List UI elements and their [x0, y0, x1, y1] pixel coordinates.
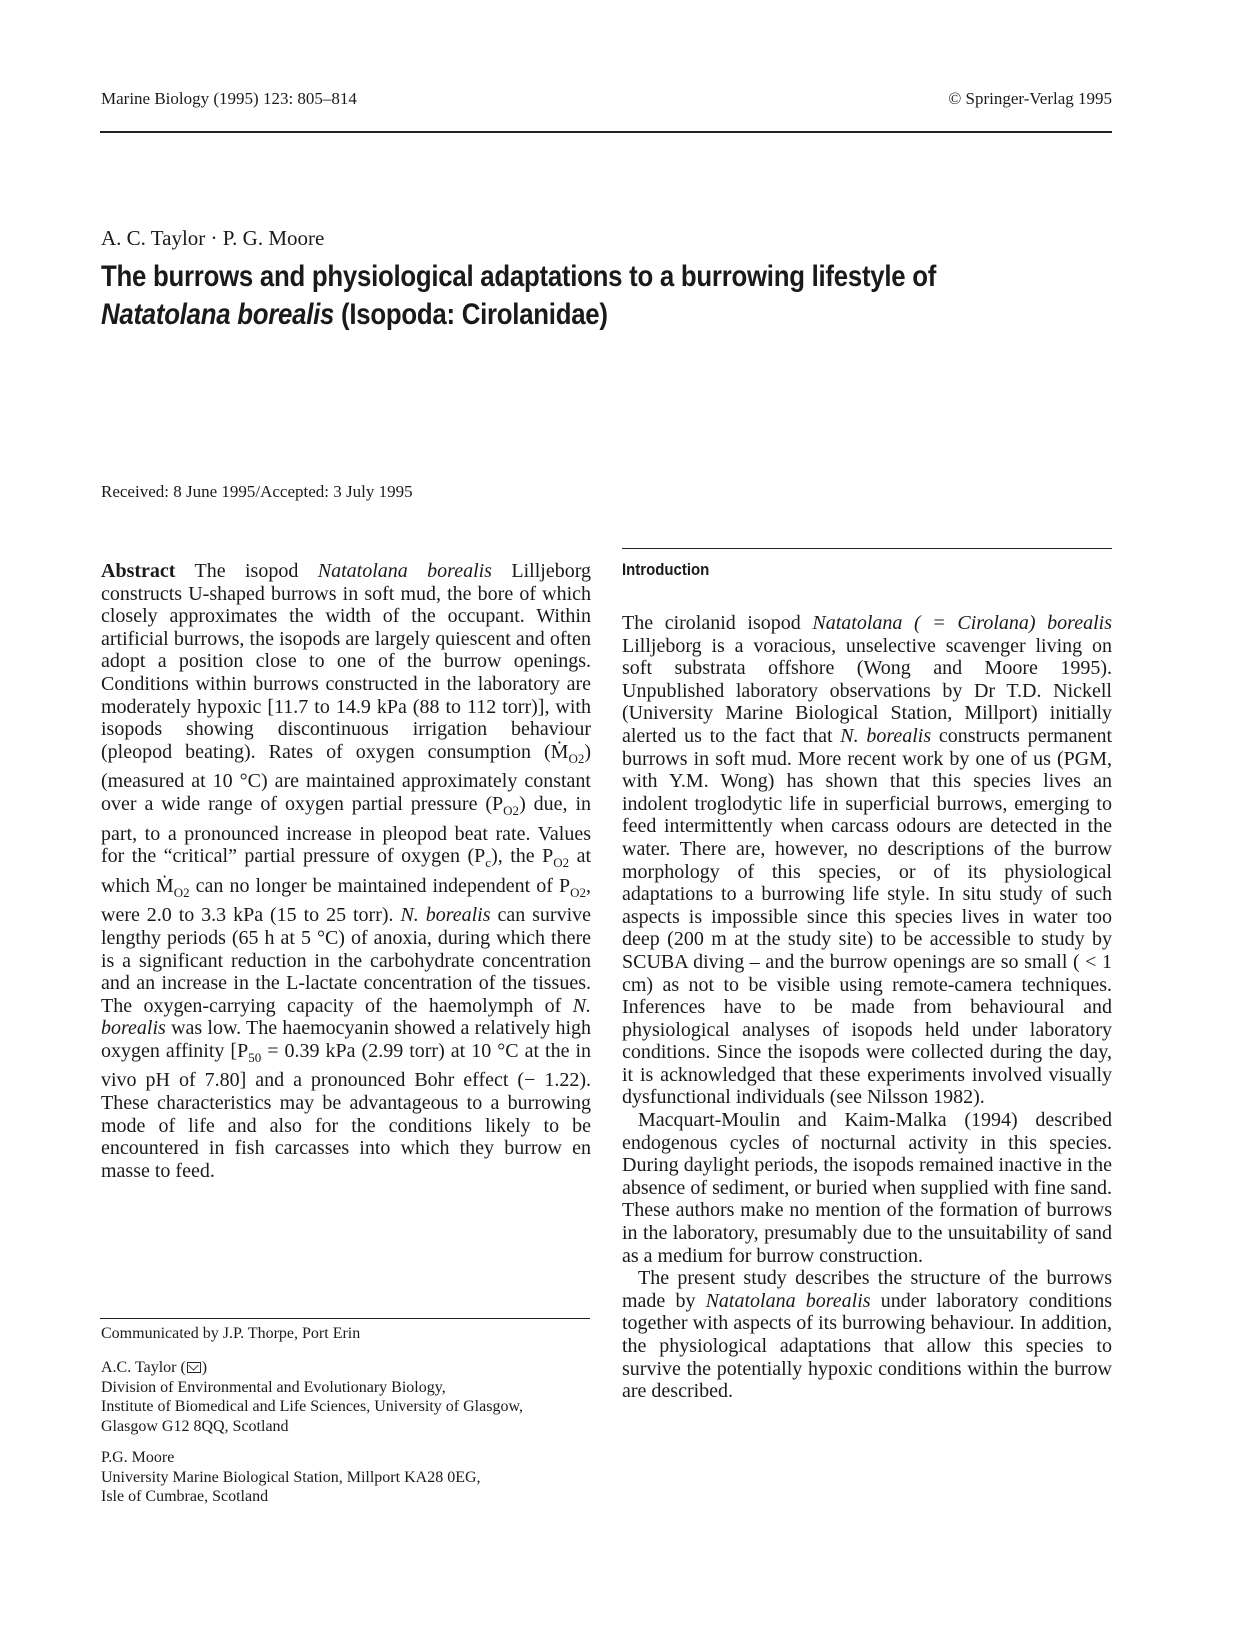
- authors: A. C. Taylor · P. G. Moore: [101, 226, 325, 250]
- intro-paragraph-3: [622, 1267, 1112, 1403]
- author-affiliation-2: [101, 1448, 601, 1507]
- abstract-label: Abstract: [101, 560, 176, 582]
- abstract-text: at which Ṁ: [101, 845, 592, 897]
- species-name: Natatolana borealis: [317, 560, 492, 582]
- intro-text: The cirolanid isopod: [622, 612, 801, 634]
- species-name: N. borealis: [101, 994, 592, 1040]
- species-name: N. borealis: [400, 904, 491, 927]
- abstract-text: , were 2.0 to 3.3 kPa (15 to 25 torr).: [101, 874, 592, 927]
- abstract-text: was low. The haemocyanin showed a relatively high oxygen affinity [P: [101, 1017, 591, 1062]
- intro-text: constructs permanent burrows in soft mud. More recent work by one of us (PGM, with Y.M. Wong) has shown that this species lives an indolent troglodytic life in superficial burrows, emerging to feed intermittently when carcass odours are detected in the water. There are, however, no descriptions of the burrow morphology of this species, or of its physiological adaptations to a burrowing life style. In situ study of such aspects is impossible since this species lives in water too deep (200 m at the study site) to be accessible to study by SCUBA diving – and the burrow openings are so small ( < 1 cm) as not to be visible using remote-camera techniques. Inferences have to be made from behavioural and physiological analyses of isopods held under laboratory conditions. Since the isopods were collected during the day, it is acknowledged that these experiments involved visually dysfunctional individuals (see Nilsson 1982).: [622, 724, 1113, 1109]
- subscript: O2: [503, 802, 520, 818]
- subscript: O2: [173, 884, 190, 900]
- abstract-text: ) due, in part, to a pronounced increase in pleopod beat rate. Values for the “critical” partial pressure of oxygen (P: [101, 792, 592, 868]
- author-1-close: ): [201, 1359, 208, 1376]
- envelope-icon: [187, 1362, 201, 1373]
- abstract-text: ), the P: [491, 845, 554, 868]
- introduction-body: [622, 612, 1112, 1403]
- species-name: N. borealis: [840, 724, 932, 747]
- abstract-text: can survive lengthy periods (65 h at 5 °C) of anoxia, during which there is a significant reduction in the carbohydrate concentration and an increase in the L-lactate concentration of the tissues. The oxygen-carrying capacity of the haemolymph of: [101, 904, 592, 1017]
- subscript: O2: [568, 750, 585, 766]
- communicated-text: Communicated by J.P. Thorpe, Port Erin: [101, 1325, 361, 1342]
- species-name: Natatolana borealis: [705, 1289, 871, 1312]
- received-dates: Received: 8 June 1995/Accepted: 3 July 1995: [101, 482, 413, 501]
- copyright-notice: © Springer-Verlag 1995: [948, 89, 1112, 108]
- intro-text: Lilljeborg is a voracious, unselective scavenger living on soft substrata offshore (Wong and Moore 1995). Unpublished laboratory observations by Dr T.D. Nickell (University Marine Biological Station, Millport) initially alerted us to the fact that: [622, 634, 1112, 747]
- affiliation-line: Division of Environmental and Evolutionary Biology,: [101, 1378, 446, 1396]
- abstract-paragraph: [101, 560, 591, 1182]
- author-2-name: P.G. Moore: [101, 1449, 175, 1466]
- subscript: O2: [553, 855, 570, 871]
- paper-title: [101, 258, 961, 334]
- introduction-divider: [622, 548, 1112, 549]
- species-name: Natatolana ( = Cirolana) borealis: [812, 612, 1112, 634]
- affiliation-line: University Marine Biological Station, Millport KA28 0EG,: [101, 1468, 481, 1486]
- abstract-text: Lilljeborg constructs U-shaped burrows in soft mud, the bore of which closely approximates the width of the occupant. Within artificial burrows, the isopods are largely quiescent and often adopt a position close to one of the burrow openings. Conditions within burrows constructed in the laboratory are moderately hypoxic [11.7 to 14.9 kPa (88 to 112 torr)], with isopods showing discontinuous irrigation behaviour (pleopod beating). Rates of oxygen consumption (Ṁ: [101, 560, 591, 763]
- introduction-heading: Introduction: [622, 560, 710, 579]
- intro-text: The present study describes the structure of the burrows made by: [622, 1267, 1112, 1312]
- affiliation-line: Institute of Biomedical and Life Sciences, University of Glasgow,: [101, 1398, 523, 1415]
- affiliation-line: Isle of Cumbrae, Scotland: [101, 1488, 269, 1505]
- subscript: c: [485, 855, 492, 871]
- abstract-text: The isopod: [194, 560, 299, 582]
- communicated-by: [101, 1324, 601, 1344]
- title-species: Natatolana borealis: [101, 298, 335, 331]
- title-line-1: The burrows and physiological adaptations to a burrowing lifestyle of: [101, 260, 937, 293]
- abstract-text: = 0.39 kPa (2.99 torr) at 10 °C at the in vivo pH of 7.80] and a pronounced Bohr effect (− 1.22). These characteristics may be advantageous to a burrowing mode of life and also for the conditions likely to be encountered in fish carcasses into which they burrow en masse to feed.: [101, 1039, 592, 1182]
- abstract-text: ) (measured at 10 °C) are maintained approximately constant over a wide range of oxygen partial pressure (P: [101, 740, 591, 815]
- author-affiliation-1: [101, 1358, 601, 1436]
- author-1-line: [101, 1358, 601, 1378]
- journal-citation: Marine Biology (1995) 123: 805–814: [101, 89, 357, 108]
- subscript: 50: [248, 1049, 262, 1065]
- intro-paragraph-2: Macquart-Moulin and Kaim-Malka (1994) described endogenous cycles of nocturnal activity in this species. During daylight periods, the isopods remained inactive in the absence of sediment, or buried when supplied with fine sand. These authors make no mention of the formation of burrows in the laboratory, presumably due to the unsuitability of sand as a medium for burrow construction.: [622, 1109, 1112, 1267]
- header-divider: [100, 131, 1112, 133]
- affiliation-line: Glasgow G12 8QQ, Scotland: [101, 1417, 289, 1435]
- author-1-name: A.C. Taylor (: [101, 1359, 186, 1376]
- intro-paragraph-1: [622, 612, 1112, 1109]
- title-rest: (Isopoda: Cirolanidae): [341, 298, 608, 331]
- abstract-text: can no longer be maintained independent of P: [195, 874, 571, 897]
- subscript: O2: [570, 884, 587, 900]
- footnote-divider: [100, 1318, 590, 1319]
- abstract: [101, 560, 591, 1182]
- intro-text: under laboratory conditions together with aspects of its burrowing behaviour. In addition, the physiological adaptations that allow this species to survive the potentially hypoxic conditions within the burrow are described.: [622, 1289, 1113, 1403]
